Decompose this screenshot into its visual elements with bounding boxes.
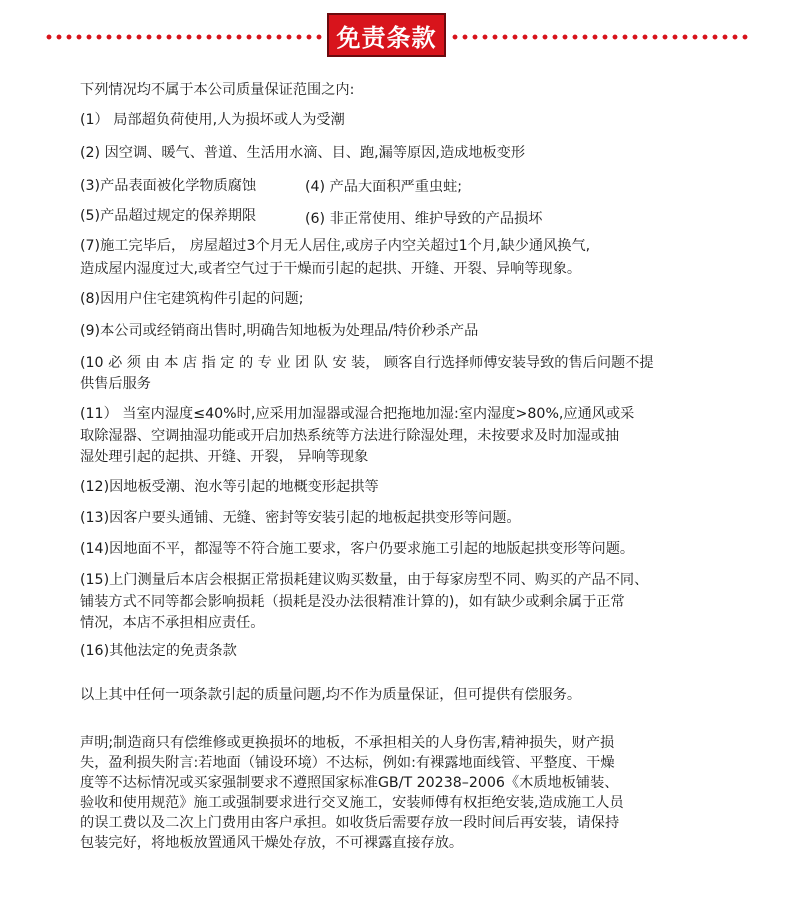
- statement-line-3: 度等不达标情况或买家强制要求不遵照国家标准GB/T 20238–2006《木质地板铺装、: [80, 775, 619, 791]
- clause-7-line-2: 造成屋内湿度过大,或者空气过于干燥而引起的起拱、开缝、开裂、异响等现象。: [80, 261, 582, 277]
- statement-line-5: 的误工费以及二次上门费用由客户承担。如收货后需要存放一段时间后再安装，请保持: [80, 815, 620, 831]
- clause-15-line-1: (15)上门测量后本店会根据正常损耗建议购买数量，由于每家房型不同、购买的产品不同、: [80, 572, 649, 588]
- clause-10-line-2: 供售后服务: [80, 376, 151, 392]
- statement-line-1: 声明;制造商只有偿维修或更换损坏的地板，不承担相关的人身伤害,精神损失，财产损: [80, 735, 615, 751]
- clause-3: (3)产品表面被化学物质腐蚀: [80, 178, 257, 194]
- clause-12: (12)因地板受潮、泡水等引起的地概变形起拱等: [80, 479, 379, 495]
- clause-6: (6) 非正常使用、维护导致的产品损坏: [305, 211, 543, 227]
- clause-7-line-1: (7)施工完毕后， 房屋超过3个月无人居住,或房子内空关超过1个月,缺少通风换气,: [80, 238, 591, 254]
- clause-15-line-3: 情况，本店不承担相应责任。: [80, 615, 265, 631]
- clause-4: (4) 产品大面积严重虫蛀;: [305, 179, 463, 195]
- clause-11-line-1: (11） 当室内湿度≤40%时,应采用加湿器或湿合把拖地加湿:室内湿度>80%,应通风或采: [80, 406, 635, 422]
- statement-line-4: 验收和使用规范》施工或强制要求进行交叉施工，安装师傅有权拒绝安装,造成施工人员: [80, 795, 624, 811]
- clause-9: (9)本公司或经销商出售时,明确告知地板为处理品/特价秒杀产品: [80, 323, 479, 339]
- clause-16: (16)其他法定的免责条款: [80, 643, 237, 659]
- header-banner: [0, 13, 790, 59]
- summary-text: 以上其中任何一项条款引起的质量问题,均不作为质量保证，但可提供有偿服务。: [80, 687, 582, 703]
- clause-11-line-3: 湿处理引起的起拱、开缝、开裂， 异响等现象: [80, 449, 369, 465]
- statement-line-6: 包装完好，将地板放置通风干燥处存放，不可裸露直接存放。: [80, 835, 464, 851]
- clause-10-line-1: (10 必 须 由 本 店 指 定 的 专 业 团 队 安 装， 顾客自行选择师傅安装导致的售后问题不提: [80, 355, 654, 371]
- decorative-dots-left: [44, 34, 324, 40]
- clause-1: (1） 局部超负荷使用,人为损坏或人为受潮: [80, 112, 345, 128]
- decorative-dots-right: [450, 34, 750, 40]
- clause-15-line-2: 铺装方式不同等都会影响损耗（损耗是没办法很精准计算的)，如有缺少或剩余属于正常: [80, 594, 625, 610]
- clause-8: (8)因用户住宅建筑构件引起的问题;: [80, 291, 304, 307]
- intro-text: 下列情况均不属于本公司质量保证范围之内:: [80, 82, 355, 98]
- clause-2: (2) 因空调、暖气、普道、生活用水滴、目、跑,漏等原因,造成地板变形: [80, 145, 526, 161]
- page-title: 免责条款: [327, 13, 446, 57]
- clause-11-line-2: 取除湿器、空调抽湿功能或开启加热系统等方法进行除湿处理，未按要求及时加湿或抽: [80, 428, 620, 444]
- clause-14: (14)因地面不平，都湿等不符合施工要求，客户仍要求施工引起的地版起拱变形等问题。: [80, 541, 635, 557]
- statement-line-2: 失，盈利损失附言:若地面（铺设环境）不达标，例如:有裸露地面线管、平整度、干燥: [80, 755, 615, 771]
- clause-13: (13)因客户要头通铺、无缝、密封等安装引起的地板起拱变形等问题。: [80, 510, 521, 526]
- clause-5: (5)产品超过规定的保养期限: [80, 208, 257, 224]
